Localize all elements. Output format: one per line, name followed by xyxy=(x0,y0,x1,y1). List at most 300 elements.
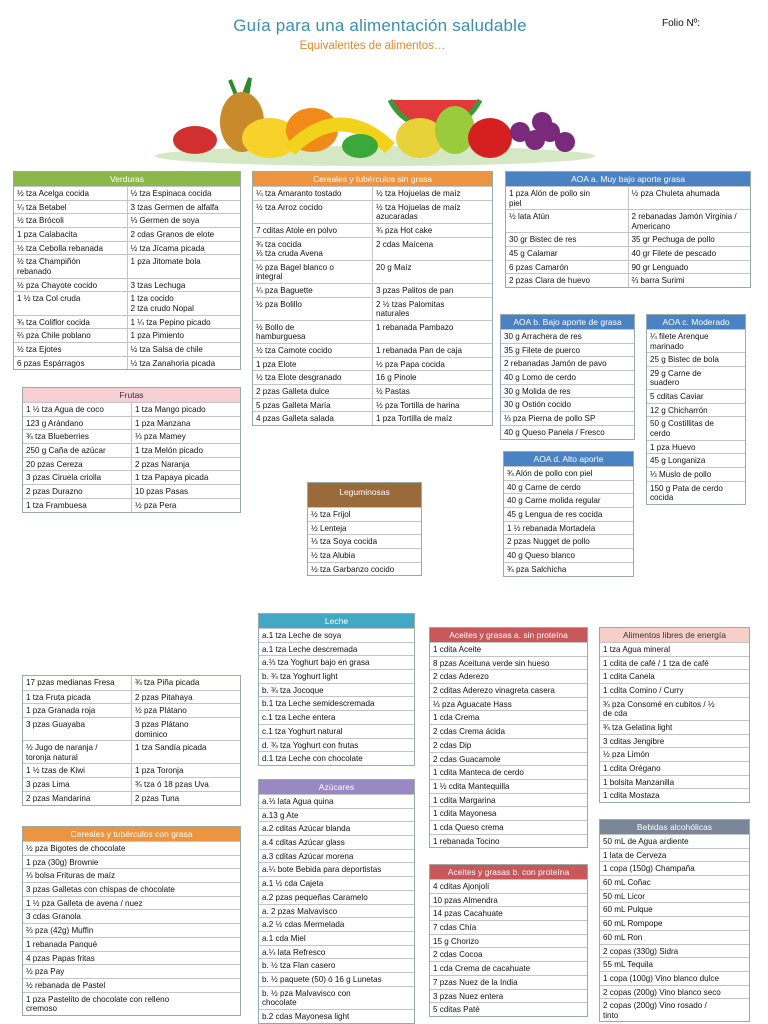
table-row xyxy=(506,273,750,287)
aoa-d-title: AOA d. Alto aporte xyxy=(504,452,633,466)
table-cell: 60 mL Ron xyxy=(603,932,643,942)
table-cell: ¾ pza Consomé en cubitos / ½ de cda xyxy=(603,699,715,719)
table-row xyxy=(259,696,414,710)
table-cell: ½ pza Limón xyxy=(603,750,650,760)
table-cell: d.1 tza Leche con chocolate xyxy=(262,754,363,764)
table-cell: ½ pza Tortilla de harina xyxy=(372,399,492,412)
table-row xyxy=(259,849,414,863)
table-row xyxy=(253,223,492,237)
table-row xyxy=(23,896,240,910)
table-cell: 20 g Maíz xyxy=(372,261,492,283)
aoa-d-table xyxy=(503,451,634,577)
table-row xyxy=(14,254,240,277)
table-cell: 40 g Carne molida regular xyxy=(507,496,601,506)
table-row xyxy=(14,278,240,292)
table-row xyxy=(600,788,749,802)
table-cell: 1 tza Agua mineral xyxy=(603,645,671,654)
table-cell: 90 gr Lenguado xyxy=(628,261,751,274)
table-cell: 2 cdas Guacamole xyxy=(433,754,501,764)
table-cell: 7 pzas Nuez de la India xyxy=(433,977,518,987)
table-cell: 1 lata de Cerveza xyxy=(603,850,667,860)
table-cell: 1 copa (100g) Vino blanco dulce xyxy=(603,973,719,983)
table-row xyxy=(501,370,634,384)
bebidas-title: Bebidas alcohólicas xyxy=(600,820,749,834)
table-cell: 10 pzas Pasas xyxy=(131,485,240,498)
table-cell: ½ Pastas xyxy=(372,385,492,398)
table-cell: ½ tza Garbanzo cocido xyxy=(311,564,395,574)
aoa-b-title: AOA b. Bajo aporte de grasa xyxy=(501,315,634,329)
table-cell: 1 pza Calabacita xyxy=(17,230,78,240)
table-row xyxy=(430,656,587,670)
table-row xyxy=(501,356,634,370)
table-cell: ½ tza Elote desgranado xyxy=(256,373,342,383)
table-row xyxy=(23,777,240,791)
table-cell: ⅓ pza Mamey xyxy=(131,430,240,443)
table-cell: ½ lata Atún xyxy=(509,212,550,222)
table-cell: 2 pzas Clara de huevo xyxy=(509,276,590,286)
table-row xyxy=(501,397,634,411)
table-row xyxy=(23,923,240,937)
table-cell: a.⅓ tza Yoghurt bajo en grasa xyxy=(262,658,370,668)
table-cell: 50 g Costillitas de cerdo xyxy=(650,419,714,439)
table-cell: 1 pza Alón de pollo sin piel xyxy=(509,189,590,208)
table-cell: a.¼ lata Refresco xyxy=(262,947,326,957)
table-row xyxy=(253,200,492,223)
table-cell: ⅓ bolsa Frituras de maíz xyxy=(26,871,116,881)
table-row xyxy=(14,200,240,214)
table-cell: 2 rebanadas Jamón de pavo xyxy=(504,359,607,369)
table-row xyxy=(430,1002,587,1016)
table-cell: 3 pzas Guayaba xyxy=(26,720,85,730)
table-cell: ¼ pza Baguette xyxy=(256,285,313,295)
table-row xyxy=(430,724,587,738)
verduras-title: Verduras xyxy=(14,172,240,186)
table-cell: 15 g Chorizo xyxy=(433,936,479,946)
table-row xyxy=(23,402,240,416)
table-cell: 2 copas (330g) Sidra xyxy=(603,946,679,956)
table-row xyxy=(430,820,587,834)
aceites-a-table xyxy=(429,627,588,848)
table-cell: ¾ tza Blueberries xyxy=(26,432,89,442)
azucares-table xyxy=(258,779,415,1024)
table-cell: a.4 cditas Azúcar glass xyxy=(262,838,345,848)
table-row xyxy=(430,834,587,848)
table-cell: 1 ½ tza Agua de coco xyxy=(26,405,104,414)
table-cell: 40 g Queso Panela / Fresco xyxy=(504,427,605,437)
aoa-c-title: AOA c. Moderado xyxy=(647,315,745,329)
table-row xyxy=(259,628,414,642)
table-cell: ½ tza Arroz cocido xyxy=(256,202,323,212)
table-cell: 30 g Molida de res xyxy=(504,386,571,396)
table-cell: 40 g Carne de cerdo xyxy=(507,482,581,492)
table-row xyxy=(259,808,414,822)
table-row xyxy=(430,710,587,724)
table-cell: 1 cdita Manteca de cerdo xyxy=(433,768,524,778)
table-cell: 2 cdas Aderezo xyxy=(433,672,489,682)
table-cell: 4 cditas Ajonjolí xyxy=(433,882,490,891)
table-cell: ¼ tza Betabel xyxy=(17,202,67,212)
table-row xyxy=(600,861,749,875)
table-row xyxy=(23,443,240,457)
table-cell: 60 mL Pulque xyxy=(603,905,653,915)
table-cell: ½ tza Alubia xyxy=(311,551,356,561)
table-cell: 50 mL de Agua ardiente xyxy=(603,837,689,846)
table-cell: ½ tza Ejotes xyxy=(17,344,62,354)
table-cell: 1 ½ pza Galleta de avena / nuez xyxy=(26,898,143,908)
table-row xyxy=(504,507,633,521)
table-cell: 55 mL Tequila xyxy=(603,960,653,970)
table-cell: 1 pza Pimiento xyxy=(127,329,241,342)
table-row xyxy=(14,213,240,227)
table-cell: 1 pza Huevo xyxy=(650,442,696,452)
table-row xyxy=(647,481,745,504)
table-cell: ½ pza Bolillo xyxy=(256,299,302,309)
table-cell: ¼ filete Arenque marinado xyxy=(650,332,709,351)
table-cell: ½ pza Pera xyxy=(131,499,240,512)
table-cell: 3 cditas Jengibre xyxy=(603,736,665,746)
table-row xyxy=(430,920,587,934)
table-cell: 2 pzas Nugget de pollo xyxy=(507,537,590,547)
table-cell: a.1 ½ cda Cajeta xyxy=(262,879,324,889)
table-row xyxy=(430,765,587,779)
table-cell: a. 2 pzas Malvavisco xyxy=(262,906,338,916)
table-row xyxy=(23,855,240,869)
table-row xyxy=(600,642,749,656)
table-row xyxy=(259,642,414,656)
table-row xyxy=(600,944,749,958)
leche-table xyxy=(258,613,415,766)
table-cell: 29 g Carne de suadero xyxy=(650,368,702,388)
table-cell: 40 gr Filete de pescado xyxy=(628,247,751,260)
table-row xyxy=(506,232,750,246)
table-cell: ½ tza Frijol xyxy=(311,510,351,519)
table-row xyxy=(253,320,492,343)
table-cell: ½ pza Pay xyxy=(26,967,65,977)
table-row xyxy=(23,992,240,1015)
cereales-sin-grasa-table xyxy=(252,171,493,426)
table-cell: 45 g Calamar xyxy=(509,249,558,259)
table-row xyxy=(253,260,492,283)
table-row xyxy=(308,548,421,562)
table-cell: 40 g Lomo de cerdo xyxy=(504,373,576,383)
table-cell: 3 pzas Palitos de pan xyxy=(372,284,492,297)
table-cell: 2 cdas Cocoa xyxy=(433,950,483,960)
table-cell: 30 g Arrachera de res xyxy=(504,332,582,341)
table-cell: 1 tza Melón picado xyxy=(131,444,240,457)
table-row xyxy=(600,747,749,761)
table-row xyxy=(600,957,749,971)
table-cell: ½ tza Salsa de chile xyxy=(127,343,241,356)
table-cell: 2 pzas Galleta dulce xyxy=(256,387,330,397)
cereales-con-grasa-title: Cereales y tubérculos con grasa xyxy=(23,827,240,841)
table-row xyxy=(430,975,587,989)
table-row xyxy=(23,909,240,923)
table-row xyxy=(600,683,749,697)
table-row xyxy=(253,370,492,384)
table-row xyxy=(23,717,240,740)
table-cell: ¾ Alón de pollo con piel xyxy=(507,469,593,478)
table-cell: ¾ tza Coliflor cocida xyxy=(17,317,90,327)
table-row xyxy=(259,958,414,972)
table-row xyxy=(600,971,749,985)
table-cell: ½ pza Bagel blanco o integral xyxy=(256,262,334,282)
table-cell: b. ½ tza Flan casero xyxy=(262,961,336,971)
table-row xyxy=(259,972,414,986)
table-row xyxy=(430,989,587,1003)
table-row xyxy=(253,343,492,357)
table-row xyxy=(253,186,492,200)
table-cell: a.3 cditas Azúcar morena xyxy=(262,851,354,861)
table-row xyxy=(600,889,749,903)
table-cell: ½ pza Plátano xyxy=(131,704,240,717)
table-row xyxy=(506,209,750,232)
table-row xyxy=(600,834,749,848)
table-row xyxy=(259,986,414,1009)
table-row xyxy=(647,453,745,467)
table-row xyxy=(259,945,414,959)
table-row xyxy=(259,738,414,752)
table-cell: 1 tza Papaya picada xyxy=(131,471,240,484)
table-cell: ⅓ tza Soya cocida xyxy=(311,537,378,547)
table-cell: 123 g Arándano xyxy=(26,418,84,428)
table-row xyxy=(647,467,745,481)
table-row xyxy=(501,329,634,343)
table-cell: 4 pzas Papas fritas xyxy=(26,953,95,963)
table-cell: a.1 cda Miel xyxy=(262,933,306,943)
table-cell: ½ pza Chuleta ahumada xyxy=(628,187,751,209)
table-cell: 2 cdas Granos de elote xyxy=(127,228,241,241)
table-row xyxy=(430,683,587,697)
table-cell: a.2 cditas Azúcar blanda xyxy=(262,824,351,834)
table-row xyxy=(259,904,414,918)
table-cell: a.13 g Ate xyxy=(262,810,299,820)
table-cell: d. ¾ tza Yoghurt con frutas xyxy=(262,740,359,750)
table-row xyxy=(23,703,240,717)
table-cell: a.1 tza Leche descremada xyxy=(262,644,358,654)
table-row xyxy=(14,356,240,370)
table-cell: 1 tza Mango picado xyxy=(131,403,240,416)
table-row xyxy=(259,931,414,945)
table-row xyxy=(430,779,587,793)
table-cell: 1 cdita de café / 1 tza de café xyxy=(603,658,709,668)
table-cell: 2 pzas Naranja xyxy=(131,458,240,471)
table-row xyxy=(430,669,587,683)
aceites-a-title: Aceites y grasas a. sin proteína xyxy=(430,628,587,642)
table-cell: ½ tza Espinaca cocida xyxy=(127,187,241,200)
table-row xyxy=(430,642,587,656)
table-row xyxy=(600,720,749,734)
table-cell: 35 g Filete de puerco xyxy=(504,345,581,355)
table-row xyxy=(504,480,633,494)
leguminosas-title: Leguminosas xyxy=(308,483,421,507)
table-row xyxy=(308,562,421,576)
table-cell: 1 cdita Mayonesa xyxy=(433,809,497,819)
table-cell: a.¼ bote Bebida para deportistas xyxy=(262,865,382,875)
table-cell: a.1 tza Leche de soya xyxy=(262,631,342,640)
table-row xyxy=(501,384,634,398)
table-cell: 5 cditas Caviar xyxy=(650,392,704,402)
table-cell: 2 rebanadas Jamón Virginia / Americano xyxy=(628,210,751,232)
table-cell: ¾ tza cocida ⅓ tza cruda Avena xyxy=(256,239,323,259)
aceites-b-title: Aceites y grasas b. con proteína xyxy=(430,865,587,879)
table-cell: c.1 tza Yoghurt natural xyxy=(262,726,343,736)
table-cell: b.1 tza Leche semidescremada xyxy=(262,699,375,709)
table-cell: b. ½ paquete (50) ó 16 g Lunetas xyxy=(262,974,382,984)
table-row xyxy=(504,534,633,548)
table-row xyxy=(14,241,240,255)
table-row xyxy=(430,793,587,807)
table-cell: ⅔ pza Chile poblano xyxy=(17,331,91,341)
table-row xyxy=(14,315,240,329)
table-cell: b. ¾ tza Jocoque xyxy=(262,685,324,695)
table-cell: ½ rebanada de Pastel xyxy=(26,980,106,990)
table-row xyxy=(501,411,634,425)
table-row xyxy=(253,411,492,425)
table-row xyxy=(23,937,240,951)
table-cell: 60 mL Coñac xyxy=(603,878,651,888)
table-cell: 2 pzas Durazno xyxy=(26,487,83,497)
table-row xyxy=(23,457,240,471)
table-row xyxy=(259,821,414,835)
table-cell: 25 g Bistec de bola xyxy=(650,355,719,365)
table-cell: 30 gr Bistec de res xyxy=(509,235,577,245)
table-cell: 7 cditas Atole en polvo xyxy=(256,225,337,235)
table-cell: 1 pza Pastelito de chocolate con relleno cremoso xyxy=(26,994,170,1014)
table-cell: 3 tzas Germen de alfalfa xyxy=(127,201,241,214)
table-row xyxy=(23,690,240,704)
table-row xyxy=(23,416,240,430)
table-cell: 8 pzas Aceituna verde sin hueso xyxy=(433,658,550,668)
table-cell: 3 pzas Galletas con chispas de chocolate xyxy=(26,885,175,895)
table-row xyxy=(259,1009,414,1023)
table-cell: 1 pza Manzana xyxy=(131,417,240,430)
table-cell: 35 gr Pechuga de pollo xyxy=(628,233,751,246)
table-cell: b.2 cdas Mayonesa light xyxy=(262,1011,350,1021)
table-cell: 3 pzas Nuez entera xyxy=(433,991,504,1001)
page-subtitle: Equivalentes de alimentos… xyxy=(299,40,446,52)
table-cell: 1 cdita Mostaza xyxy=(603,791,660,801)
table-cell: 2 cdas Maícena xyxy=(372,238,492,260)
table-row xyxy=(600,985,749,999)
table-row xyxy=(430,934,587,948)
table-cell: ½ pza Bigotes de chocolate xyxy=(26,844,126,853)
table-cell: ½ tza Hojuelas de maíz azucaradas xyxy=(372,201,492,223)
table-cell: ¾ pza Salchicha xyxy=(507,564,567,574)
table-row xyxy=(23,791,240,805)
table-row xyxy=(430,893,587,907)
table-cell: ⅓ pza Aguacate Hass xyxy=(433,699,512,709)
table-row xyxy=(600,697,749,720)
table-row xyxy=(504,493,633,507)
aoa-c-table xyxy=(646,314,746,505)
table-cell: ½ tza Hojuelas de maíz xyxy=(372,187,492,200)
fruit-banner-illustration xyxy=(150,60,600,168)
aoa-b-table xyxy=(500,314,635,440)
table-cell: 16 g Pinole xyxy=(372,371,492,384)
table-cell: 4 pzas Galleta salada xyxy=(256,414,334,424)
table-cell: ⅔ pza (42g) Muffin xyxy=(26,926,94,936)
bebidas-table xyxy=(599,819,750,1022)
table-cell: 17 pzas medianas Fresa xyxy=(26,678,115,687)
table-cell: ½ pza Papa cocida xyxy=(372,358,492,371)
table-cell: 1 ½ tzas de Kiwi xyxy=(26,766,85,776)
table-cell: ⅓ pza Pierna de pollo SP xyxy=(504,414,596,424)
table-cell: ½ tza Cebolla rebanada xyxy=(17,243,103,253)
table-cell: 1 tza Fruta picada xyxy=(26,692,91,702)
table-cell: 1 bolsita Manzanilla xyxy=(603,777,675,787)
table-cell: 10 pzas Almendra xyxy=(433,895,498,905)
table-row xyxy=(647,329,745,352)
table-cell: 12 g Chicharrón xyxy=(650,405,708,415)
table-cell: 2 pzas Pitahaya xyxy=(131,691,240,704)
table-cell: 150 g Pata de cerdo cocida xyxy=(650,483,723,503)
table-cell: ⅔ barra Surimi xyxy=(628,274,751,287)
table-cell: 3 pzas Lima xyxy=(26,780,70,790)
table-row xyxy=(600,734,749,748)
table-row xyxy=(14,342,240,356)
table-cell: 2 cdas Dip xyxy=(433,740,472,750)
table-row xyxy=(600,669,749,683)
frutas-title: Frutas xyxy=(23,388,240,402)
table-cell: 2 pzas Tuna xyxy=(131,792,240,805)
table-cell: ½ Jugo de naranja / toronja natural xyxy=(26,743,98,762)
table-cell: ¾ tza Piña picada xyxy=(131,676,240,690)
table-cell: ½ tza Zanahoria picada xyxy=(127,357,241,370)
table-cell: 6 pzas Camarón xyxy=(509,262,569,272)
table-row xyxy=(501,343,634,357)
table-row xyxy=(23,676,240,690)
table-row xyxy=(600,761,749,775)
table-cell: 5 pzas Galleta María xyxy=(256,400,331,410)
table-row xyxy=(23,978,240,992)
aceites-b-table xyxy=(429,864,588,1017)
table-row xyxy=(259,655,414,669)
table-row xyxy=(506,260,750,274)
table-cell: 2 ½ tzas Palomitas naturales xyxy=(372,298,492,320)
table-cell: 50 mL Licor xyxy=(603,891,645,901)
table-cell: 45 g Lengua de res cocida xyxy=(507,510,603,520)
table-cell: 3 tzas Lechuga xyxy=(127,279,241,292)
table-row xyxy=(506,246,750,260)
table-cell: 1 pza Toronja xyxy=(131,764,240,777)
table-cell: 14 pzas Cacahuate xyxy=(433,909,503,919)
table-row xyxy=(23,882,240,896)
table-cell: 2 cditas Aderezo vinagreta casera xyxy=(433,686,555,696)
table-cell: 1 tza Frambuesa xyxy=(26,500,87,510)
table-row xyxy=(430,879,587,893)
table-cell: 5 cditas Paté xyxy=(433,1005,480,1015)
table-row xyxy=(14,291,240,314)
table-row xyxy=(430,752,587,766)
table-cell: 1 rebanada Tocino xyxy=(433,836,500,846)
table-row xyxy=(647,389,745,403)
table-row xyxy=(253,398,492,412)
table-row xyxy=(23,470,240,484)
table-cell: ½ pza Chayote cocido xyxy=(17,280,98,290)
leche-title: Leche xyxy=(259,614,414,628)
frutas-table xyxy=(22,387,241,513)
table-cell: b. ½ pza Malvavisco con chocolate xyxy=(262,988,351,1008)
table-row xyxy=(259,669,414,683)
table-cell: ½ tza Brócoli xyxy=(17,216,64,226)
table-row xyxy=(600,998,749,1021)
table-row xyxy=(647,366,745,389)
table-row xyxy=(308,507,421,521)
table-cell: 1 cdita Orégano xyxy=(603,764,661,773)
table-cell: 3 cdas Granola xyxy=(26,912,81,922)
table-cell: 1 cda Crema xyxy=(433,713,480,723)
table-row xyxy=(430,906,587,920)
